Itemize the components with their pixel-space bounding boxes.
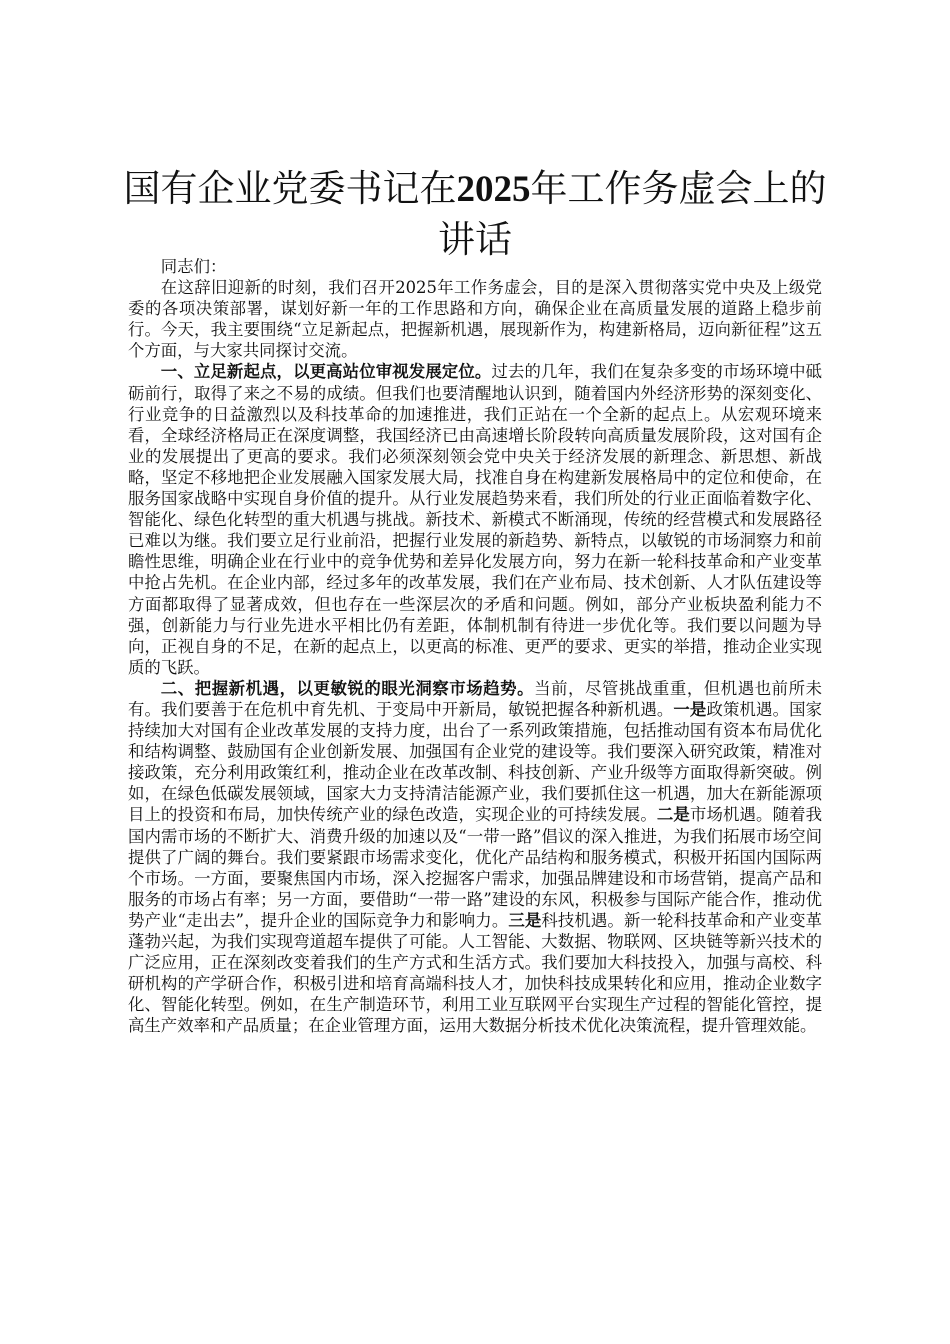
section2-paragraph	[128, 678, 822, 1037]
section2-text-b: 政策机遇。国家持续加大对国有企业改革发展的支持力度，出台了一系列政策措施，包括推动国有资本布局优化和结构调整、鼓励国有企业创新发展、加强国有企业党的建设等。我们要深入研究政策，精准对接政策，充分利用政策红利，推动企业在改革改制、科技创新、产业升级等方面取得新突破。例如，在绿色低碳发展领域，国家大力支持清洁能源产业，我们要抓住这一机遇，加大在新能源项目上的投资和布局，加快传统产业的绿色改造，实现企业的可持续发展。	[128, 699, 823, 825]
title-part2: 年工作务虚会上的讲话	[438, 167, 827, 261]
section2-heading: 二、把握新机遇，以更敏锐的眼光洞察市场趋势。	[160, 678, 535, 698]
section1-text: 过去的几年，我们在复杂多变的市场环境中砥砺前行，取得了来之不易的成绩。但我们也要清醒地认识到，随着国内外经济形势的深刻变化、行业竞争的日益激烈以及科技革命的加速推进，我们正站在一个全新的起点上。从宏观环境来看，全球经济格局正在深度调整，我国经济已由高速增长阶段转向高质量发展阶段，这对国有企业的发展提出了更高的要求。我们必须深刻领会党中央关于经济发展的新理念、新思想、新战略，坚定不移地把企业发展融入国家发展大局，找准自身在构建新发展格局中的定位和使命，在服务国家战略中实现自身价值的提升。从行业发展趋势来看，我们所处的行业正面临着数字化、智能化、绿色化转型的重大机遇与挑战。新技术、新模式不断涌现，传统的经营模式和发展路径已难以为继。我们要立足行业前沿，把握行业发展的新趋势、新特点，以敏锐的市场洞察力和前瞻性思维，明确企业在行业中的竞争优势和差异化发展方向，努力在新一轮科技革命和产业变革中抢占先机。在企业内部，经过多年的改革发展，我们在产业布局、技术创新、人才队伍建设等方面都取得了显著成效，但也存在一些深层次的矛盾和问题。例如，部分产业板块盈利能力不强，创新能力与行业先进水平相比仍有差距，体制机制有待进一步优化等。我们要以问题为导向，正视自身的不足，在新的起点上，以更高的标准、更严的要求、更实的举措，推动企业实现质的飞跃。	[128, 362, 822, 677]
section2-label-1: 一是	[673, 699, 707, 719]
section2-text-d: 科技机遇。新一轮科技革命和产业变革蓬勃兴起，为我们实现弯道超车提供了可能。人工智能、大数据、物联网、区块链等新兴技术的广泛应用，正在深刻改变着我们的生产方式和生活方式。我们要加大科技投入，加强与高校、科研机构的产学研合作，积极引进和培育高端科技人才，加快科技成果转化和应用，推动企业数字化、智能化转型。例如，在生产制造环节，利用工业互联网平台实现生产过程的智能化管控，提高生产效率和产品质量；在企业管理方面，运用大数据分析技术优化决策流程，提升管理效能。	[128, 910, 823, 1036]
section1-heading: 一、立足新起点，以更高站位审视发展定位。	[160, 362, 492, 382]
salutation: 同志们：	[160, 257, 227, 276]
intro-paragraph: 在这辞旧迎新的时刻，我们召开2025年工作务虚会，目的是深入贯彻落实党中央及上级党委的各项决策部署，谋划好新一年的工作思路和方向，确保企业在高质量发展的道路上稳步前行。今天，我主要围绕“立足新起点，把握新机遇，展现新作为，构建新格局，迈向新征程”这五个方面，与大家共同探讨交流。	[128, 278, 822, 361]
document-title	[118, 164, 832, 265]
document-body	[128, 256, 822, 1036]
section1-paragraph	[128, 361, 822, 677]
title-year: 2025	[456, 169, 531, 210]
section2-label-2: 二是	[656, 805, 690, 825]
section2-text-a: 当前，尽管挑战重重，但机遇也前所未有。我们要善于在危机中育先机、于变局中开新局，敏锐把握各种新机遇。	[128, 678, 822, 719]
section2-text-c: 市场机遇。随着我国内需市场的不断扩大、消费升级的加速以及“一带一路”倡议的深入推进，为我们拓展市场空间提供了广阔的舞台。我们要紧跟市场需求变化，优化产品结构和服务模式，积极开拓国内国际两个市场。一方面，要聚焦国内市场，深入挖掘客户需求，加强品牌建设和市场营销，提高产品和服务的市场占有率；另一方面，要借助“一带一路”建设的东风，积极参与国际产能合作，推动优势产业“走出去”，提升企业的国际竞争力和影响力。	[128, 805, 823, 930]
title-part1: 国有企业党委书记在	[123, 167, 457, 210]
section2-label-3: 三是	[508, 910, 542, 930]
